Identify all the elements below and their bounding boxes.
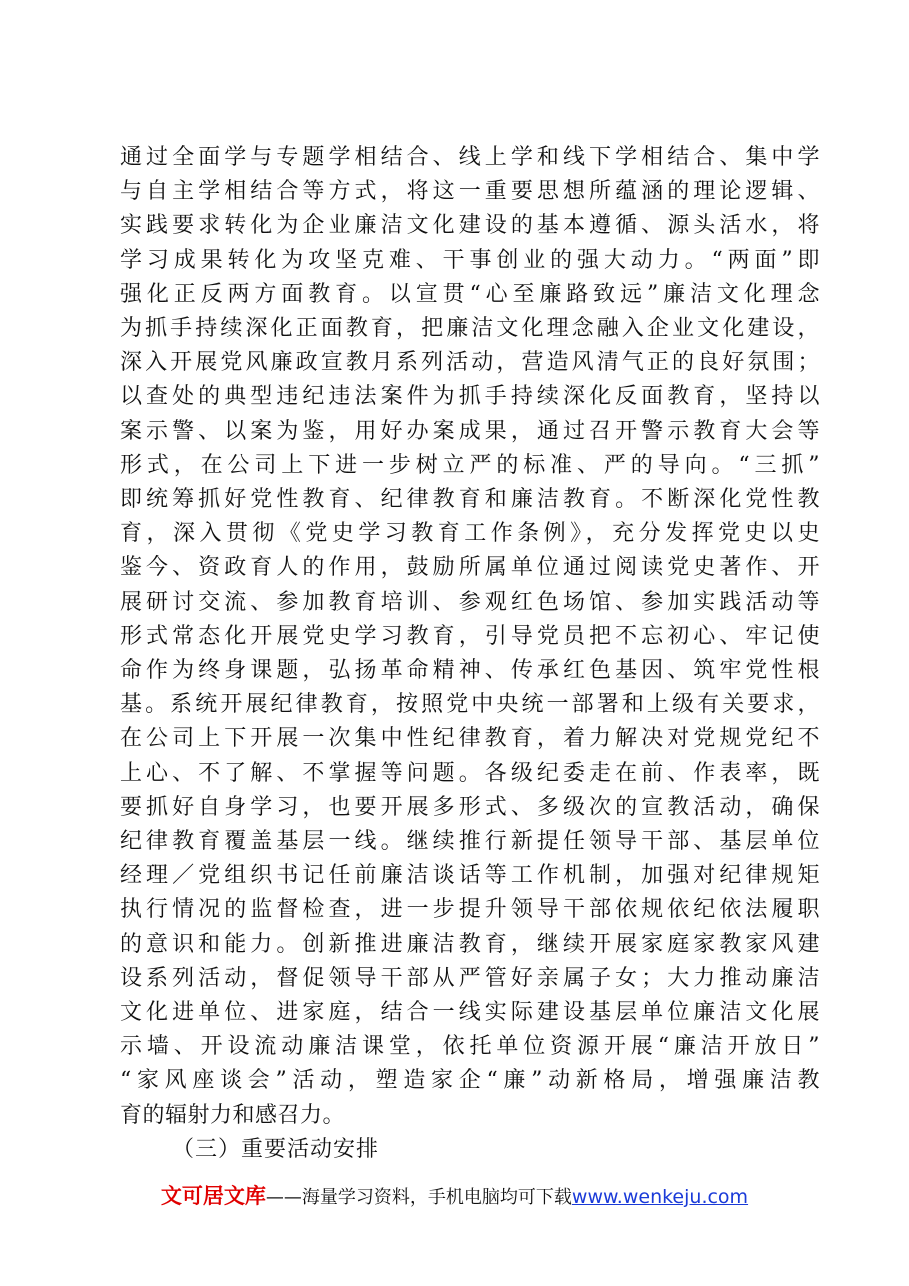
text-line: 命作为终身课题，弘扬革命精神、传承红色基因、筑牢党性根 [120,658,820,683]
text-line: 案示警、以案为鉴，用好办案成果，通过召开警示教育大会等 [120,418,820,444]
text-line: 经理／党组织书记任前廉洁谈话等工作机制，加强对纪律规矩 [120,863,820,889]
brand-name: 文可居文库 [160,1184,266,1208]
text-line: 的意识和能力。创新推进廉洁教育，继续开展家庭家教家风建 [120,931,820,957]
text-line: “家风座谈会”活动，塑造家企“廉”动新格局，增强廉洁教 [120,1068,820,1094]
text-line: 形式常态化开展党史学习教育，引导党员把不忘初心、牢记使 [120,623,820,649]
text-line: 纪律教育覆盖基层一线。继续推行新提任领导干部、基层单位 [120,829,820,854]
text-line: 以查处的典型违纪违法案件为抓手持续深化反面教育，坚持以 [120,384,820,410]
text-line: 形式，在公司上下进一步树立严的标准、严的导向。“三抓” [120,452,820,478]
text-line: 基。系统开展纪律教育，按照党中央统一部署和上级有关要求， [120,692,820,718]
text-line: 实践要求转化为企业廉洁文化建设的基本遵循、源头活水，将 [120,213,820,239]
text-line: 深入开展党风廉政宣教月系列活动，营造风清气正的良好氛围； [120,350,820,376]
text-line: 示墙、开设流动廉洁课堂，依托单位资源开展“廉洁开放日” [120,1034,820,1060]
text-line: 执行情况的监督检查，进一步提升领导干部依规依纪依法履职 [120,897,820,923]
text-line: 在公司上下开展一次集中性纪律教育，着力解决对党规党纪不 [120,726,820,752]
text-line: 育的辐射力和感召力。 [120,1102,346,1128]
text-line: 要抓好自身学习，也要开展多形式、多级次的宣教活动，确保 [120,794,820,820]
text-line: 上心、不了解、不掌握等问题。各级纪委走在前、作表率，既 [120,760,820,786]
text-line: 鉴今、资政育人的作用，鼓励所属单位通过阅读党史著作、开 [120,555,820,581]
text-line: 为抓手持续深化正面教育，把廉洁文化理念融入企业文化建设， [120,316,820,341]
text-line: 育，深入贯彻《党史学习教育工作条例》，充分发挥党史以史 [120,521,820,547]
text-line: 与自主学相结合等方式，将这一重要思想所蕴涵的理论逻辑、 [120,179,820,205]
site-link[interactable]: www.wenkeju.com [571,1186,749,1208]
footer-slogan: 海量学习资料，手机电脑均可下载 [301,1187,572,1208]
text-line: 学习成果转化为攻坚克难、干事创业的强大动力。“两面”即 [120,247,820,273]
footer-dash: —— [265,1187,302,1208]
text-line: 即统筹抓好党性教育、纪律教育和廉洁教育。不断深化党性教 [120,487,820,512]
text-line: 强化正反两方面教育。以宣贯“心至廉路致远”廉洁文化理念 [120,281,820,307]
text-line: 文化进单位、进家庭，结合一线实际建设基层单位廉洁文化展 [120,1000,820,1025]
text-line: 通过全面学与专题学相结合、线上学和线下学相结合、集中学 [120,145,820,170]
section-heading: （三）重要活动安排 [172,1136,380,1162]
text-line: 设系列活动，督促领导干部从严管好亲属子女；大力推动廉洁 [120,965,820,991]
text-line: 展研讨交流、参加教育培训、参观红色场馆、参加实践活动等 [120,589,820,615]
footer-banner [0,1181,909,1213]
